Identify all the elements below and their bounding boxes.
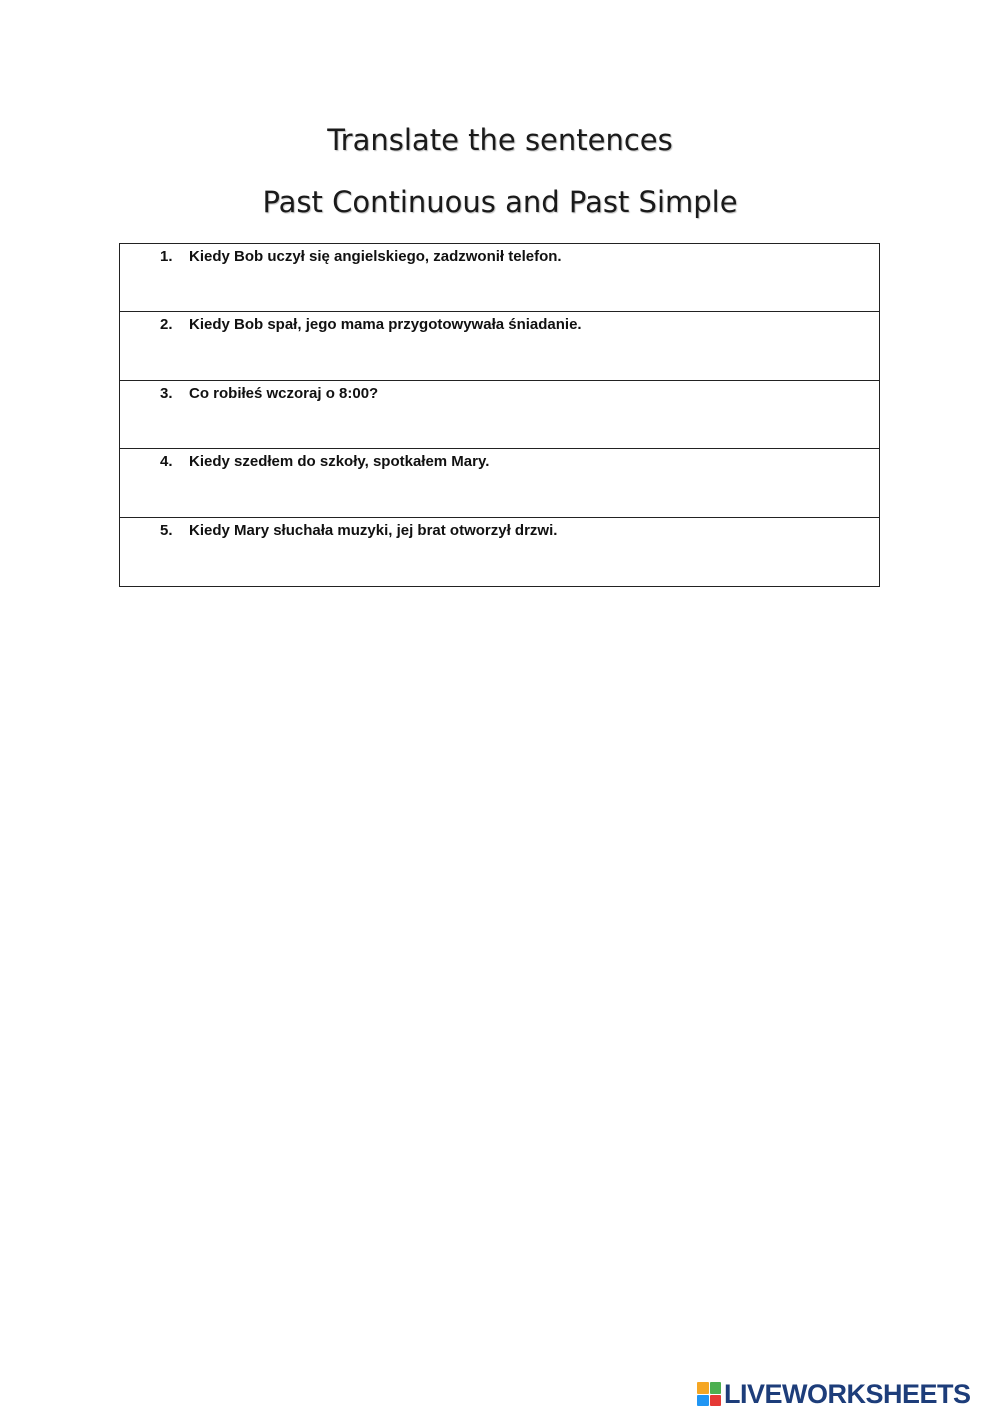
worksheet-subtitle: Past Continuous and Past Simple (262, 185, 738, 219)
sentence-number: 2. (160, 316, 173, 334)
sentence-number: 1. (160, 248, 173, 265)
sentence-row (120, 449, 879, 517)
sentence-row (120, 381, 879, 449)
sentence-text: Kiedy szedłem do szkoły, spotkałem Mary. (189, 453, 490, 471)
liveworksheets-logo (697, 1378, 971, 1410)
sentence-number: 5. (160, 521, 173, 539)
sentence-number: 4. (160, 453, 173, 471)
sentence-row (120, 244, 879, 312)
worksheet-title: Translate the sentences (327, 123, 673, 157)
sentence-row (120, 312, 879, 380)
sentence-text: Co robiłeś wczoraj o 8:00? (189, 384, 379, 402)
sentence-text: Kiedy Bob spał, jego mama przygotowywała śniadanie. (189, 316, 582, 334)
sentence-text: Kiedy Mary słuchała muzyki, jej brat otworzył drzwi. (189, 521, 558, 539)
logo-text: LIVEWORKSHEETS (724, 1378, 971, 1409)
liveworksheets-logo-icon (697, 1382, 721, 1406)
sentence-text: Kiedy Bob uczył się angielskiego, zadzwonił telefon. (189, 248, 562, 265)
sentence-row (120, 518, 879, 586)
sentence-number: 3. (160, 384, 173, 402)
sentence-table (119, 243, 880, 587)
